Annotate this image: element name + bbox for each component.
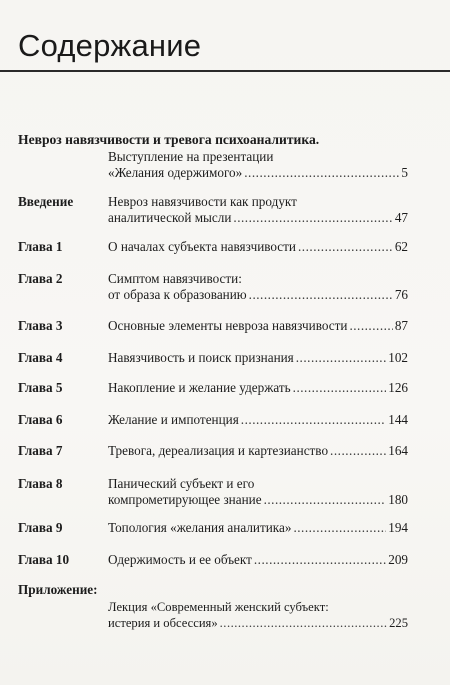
intro-page-number: 5 — [401, 165, 408, 180]
leader-dots — [293, 380, 387, 396]
toc-title-line: Накопление и желание удержать — [108, 380, 291, 395]
toc-page-number: 47 — [394, 210, 408, 225]
intro-line-2-text: «Желания одержимого» — [108, 165, 243, 180]
toc-page-number: 144 — [388, 412, 408, 427]
leader-dots — [330, 443, 386, 459]
toc-title — [108, 380, 408, 396]
leader-dots — [264, 492, 387, 508]
leader-dots — [293, 520, 386, 536]
toc-title — [108, 350, 408, 366]
toc-title-line: О началах субъекта навязчивости — [108, 239, 296, 254]
leader-dots — [241, 412, 386, 428]
toc-title — [108, 318, 408, 334]
toc-label: Глава 7 — [18, 443, 63, 458]
toc-title-line: Панический субъект и его — [108, 476, 255, 491]
appendix-line-1: Лекция «Современный женский субъект: — [108, 600, 329, 614]
toc-title — [108, 552, 408, 568]
toc-label: Глава 1 — [18, 239, 63, 254]
appendix-line-2: истерия и обсессия» — [108, 616, 218, 630]
leader-dots — [244, 165, 399, 181]
toc-label: Глава 5 — [18, 380, 63, 395]
toc-title — [108, 443, 408, 459]
toc-label: Глава 3 — [18, 318, 63, 333]
toc-title-line: Основные элементы невроза навязчивости — [108, 318, 348, 333]
toc-page-number: 126 — [388, 380, 408, 395]
toc-label: Глава 8 — [18, 476, 63, 491]
intro-line-2 — [108, 165, 408, 181]
title-underline — [0, 70, 450, 72]
toc-label: Глава 10 — [18, 552, 70, 567]
toc-label: Глава 6 — [18, 412, 63, 427]
toc-title-line: Топология «желания аналитика» — [108, 520, 292, 535]
toc-page-number: 164 — [388, 443, 408, 458]
toc-page-number: 76 — [394, 287, 408, 302]
toc-page-number: 62 — [394, 239, 408, 254]
leader-dots — [254, 552, 386, 568]
toc-title — [108, 194, 408, 226]
toc-title-line: Одержимость и ее объект — [108, 552, 252, 567]
toc-title-line: Тревога, дереализация и картезианство — [108, 443, 329, 458]
toc-page-number: 194 — [388, 520, 408, 535]
toc-title-line: Навязчивость и поиск признания — [108, 350, 294, 365]
appendix-page-number: 225 — [389, 616, 408, 630]
intro-title: Невроз навязчивости и тревога психоаналитика. — [18, 132, 320, 147]
leader-dots — [298, 239, 393, 255]
toc-page-number: 87 — [394, 318, 408, 333]
toc-page-number: 209 — [388, 552, 408, 567]
toc-title-line: Симптом навязчивости: — [108, 271, 242, 286]
leader-dots — [296, 350, 386, 366]
toc-title-line: компрометирующее знание — [108, 492, 262, 507]
page-title: Содержание — [18, 28, 202, 63]
toc-title — [108, 520, 408, 536]
toc-label: Введение — [18, 194, 74, 209]
toc-title-line: аналитической мысли — [108, 210, 232, 225]
toc-title — [108, 239, 408, 255]
leader-dots — [233, 210, 392, 226]
toc-title-line: от образа к образованию — [108, 287, 247, 302]
toc-page-number: 102 — [388, 350, 408, 365]
appendix-entry — [108, 599, 408, 631]
intro-line-1 — [108, 149, 408, 165]
toc-title-line: Желание и импотенция — [108, 412, 239, 427]
toc-page-number: 180 — [388, 492, 408, 507]
intro-entry — [108, 149, 408, 181]
appendix-label: Приложение: — [18, 582, 98, 597]
toc-title — [108, 476, 408, 508]
toc-title — [108, 412, 408, 428]
leader-dots — [220, 615, 387, 631]
intro-line-1-text: Выступление на презентации — [108, 149, 274, 164]
toc-title — [108, 271, 408, 303]
toc-title-line: Невроз навязчивости как продукт — [108, 194, 297, 209]
leader-dots — [249, 287, 393, 303]
toc-label: Глава 2 — [18, 271, 63, 286]
toc-label: Глава 9 — [18, 520, 63, 535]
leader-dots — [349, 318, 392, 334]
toc-label: Глава 4 — [18, 350, 63, 365]
